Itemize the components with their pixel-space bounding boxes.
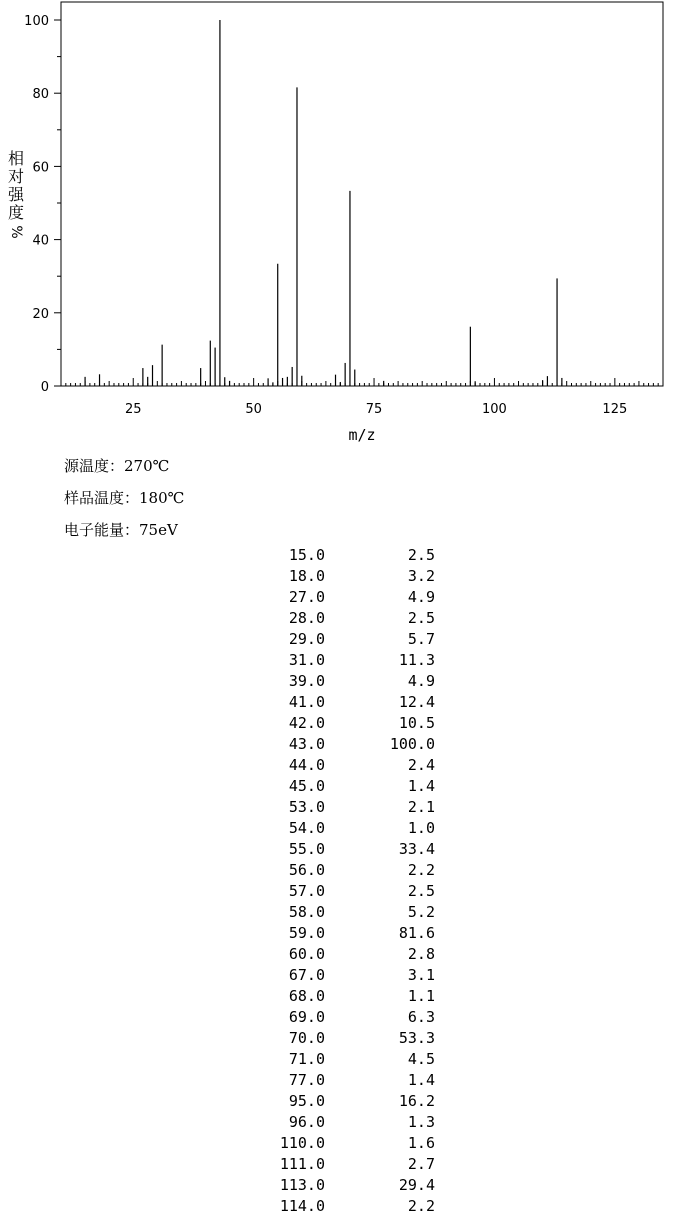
y-axis-label (4, 150, 28, 240)
x-tick-label: 75 (365, 402, 383, 417)
peak-mz: 56.0 (288, 861, 325, 879)
peak-mz: 44.0 (288, 756, 325, 774)
y-axis-ticks (24, 14, 61, 395)
x-tick-label: 50 (245, 402, 262, 417)
peak-mz: 42.0 (288, 714, 325, 732)
peak-mz: 60.0 (288, 945, 325, 963)
peak-row (250, 650, 435, 671)
peak-abundance: 6.3 (407, 1008, 435, 1026)
peak-abundance: 1.4 (407, 1071, 435, 1089)
peak-abundance: 3.2 (407, 567, 435, 585)
peak-mz: 54.0 (288, 819, 325, 837)
peak-abundance: 53.3 (398, 1029, 435, 1047)
peak-abundance: 29.4 (398, 1176, 435, 1194)
peak-row (250, 1112, 435, 1133)
peak-row (250, 860, 435, 881)
y-axis-unit: % (8, 225, 24, 239)
peak-abundance: 16.2 (398, 1092, 435, 1110)
y-axis-label-char: 对 (7, 167, 24, 186)
peak-mz: 57.0 (288, 882, 325, 900)
peak-abundance: 5.7 (407, 630, 435, 648)
peak-table (250, 545, 435, 1217)
peak-abundance: 1.4 (407, 777, 435, 795)
peak-mz: 113.0 (279, 1176, 325, 1194)
peak-row (250, 923, 435, 944)
y-tick-label: 100 (24, 14, 49, 29)
peak-mz: 18.0 (288, 567, 325, 585)
peak-row (250, 1091, 435, 1112)
peak-mz: 110.0 (279, 1134, 325, 1152)
peak-mz: 70.0 (288, 1029, 325, 1047)
peak-abundance: 4.9 (407, 672, 435, 690)
plot-frame (61, 2, 663, 386)
acquisition-conditions (64, 454, 184, 550)
peak-mz: 95.0 (288, 1092, 325, 1110)
peak-row (250, 1175, 435, 1196)
y-tick-label: 0 (40, 380, 49, 395)
peak-mz: 29.0 (288, 630, 325, 648)
peak-row (250, 713, 435, 734)
peak-row (250, 1196, 435, 1217)
peak-abundance: 81.6 (398, 924, 435, 942)
peak-mz: 114.0 (279, 1197, 325, 1215)
mass-spectrum-chart (0, 0, 680, 450)
x-tick-label: 100 (482, 402, 507, 417)
peak-row (250, 1028, 435, 1049)
peak-abundance: 4.5 (407, 1050, 435, 1068)
peak-mz: 55.0 (288, 840, 325, 858)
peak-abundance: 12.4 (398, 693, 435, 711)
peak-mz: 111.0 (279, 1155, 325, 1173)
peak-abundance: 5.2 (407, 903, 435, 921)
y-tick-label: 60 (32, 160, 49, 176)
x-axis-ticks (125, 402, 627, 417)
peak-abundance: 4.9 (407, 588, 435, 606)
peak-abundance: 2.1 (407, 798, 435, 816)
peak-abundance: 1.1 (407, 987, 435, 1005)
spectrum-peaks (85, 20, 562, 386)
peak-row (250, 902, 435, 923)
peak-row (250, 986, 435, 1007)
peak-row (250, 839, 435, 860)
peak-abundance: 2.5 (407, 546, 435, 564)
peak-mz: 69.0 (288, 1008, 325, 1026)
peak-abundance: 3.1 (407, 966, 435, 984)
peak-mz: 53.0 (288, 798, 325, 816)
peak-mz: 71.0 (288, 1050, 325, 1068)
y-axis-label-text (4, 150, 28, 222)
peak-row (250, 755, 435, 776)
peak-row (250, 776, 435, 797)
peak-abundance: 11.3 (398, 651, 435, 669)
peak-row (250, 881, 435, 902)
peak-row (250, 608, 435, 629)
peak-abundance: 10.5 (398, 714, 435, 732)
peak-abundance: 2.2 (407, 861, 435, 879)
peak-row (250, 818, 435, 839)
peak-mz: 28.0 (288, 609, 325, 627)
peak-mz: 45.0 (288, 777, 325, 795)
peak-abundance: 2.5 (407, 609, 435, 627)
peak-row (250, 1007, 435, 1028)
peak-abundance: 2.2 (407, 1197, 435, 1215)
y-tick-label: 20 (32, 306, 49, 322)
peak-mz: 58.0 (288, 903, 325, 921)
peak-row (250, 1154, 435, 1175)
peak-row (250, 1049, 435, 1070)
peak-row (250, 1133, 435, 1154)
peak-row (250, 797, 435, 818)
x-axis-label: m/z (348, 426, 376, 444)
peak-mz: 43.0 (288, 735, 325, 753)
x-minor-ticks (66, 378, 658, 386)
peak-row (250, 671, 435, 692)
peak-abundance: 1.3 (407, 1113, 435, 1131)
source-temperature: 源温度：270℃ (64, 457, 170, 475)
peak-mz: 68.0 (288, 987, 325, 1005)
peak-row (250, 629, 435, 650)
peak-mz: 15.0 (288, 546, 325, 564)
peak-abundance: 2.4 (407, 756, 435, 774)
electron-energy: 电子能量：75eV (64, 521, 178, 539)
peak-row (250, 545, 435, 566)
sample-temperature: 样品温度：180℃ (64, 489, 185, 507)
peak-row (250, 692, 435, 713)
y-axis-label-char: 相 (7, 149, 24, 168)
peak-row (250, 1070, 435, 1091)
y-tick-label: 80 (32, 87, 49, 103)
peak-mz: 39.0 (288, 672, 325, 690)
peak-abundance: 2.8 (407, 945, 435, 963)
x-tick-label: 125 (602, 402, 628, 417)
peak-mz: 59.0 (288, 924, 325, 942)
peak-mz: 67.0 (288, 966, 325, 984)
peak-row (250, 587, 435, 608)
x-tick-label: 25 (124, 402, 142, 417)
peak-row (250, 734, 435, 755)
peak-abundance: 33.4 (398, 840, 435, 858)
peak-row (250, 965, 435, 986)
peak-mz: 41.0 (288, 693, 325, 711)
peak-mz: 77.0 (288, 1071, 325, 1089)
peak-mz: 31.0 (288, 651, 325, 669)
peak-abundance: 100.0 (389, 735, 435, 753)
peak-mz: 27.0 (288, 588, 325, 606)
peak-abundance: 1.0 (407, 819, 435, 837)
peak-row (250, 566, 435, 587)
y-tick-label: 40 (32, 233, 49, 249)
peak-mz: 96.0 (288, 1113, 325, 1131)
y-axis-label-char: 强 (7, 185, 24, 204)
peak-abundance: 2.7 (407, 1155, 435, 1173)
peak-abundance: 1.6 (407, 1134, 435, 1152)
peak-row (250, 944, 435, 965)
y-axis-label-char: 度 (7, 203, 24, 222)
peak-abundance: 2.5 (407, 882, 435, 900)
